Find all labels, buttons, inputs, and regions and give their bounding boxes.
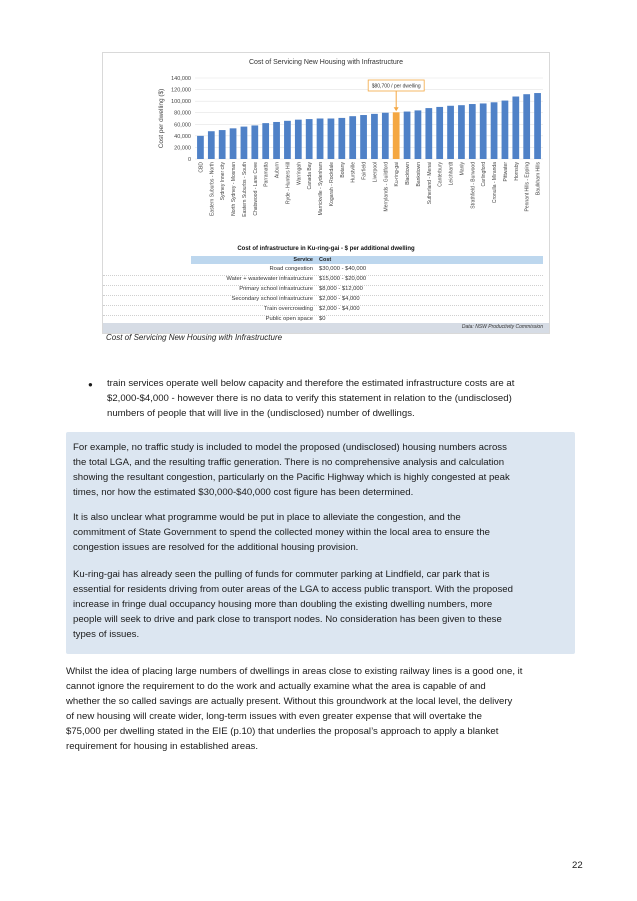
bullet-line: numbers of people that will live in the (undisclosed) number of dwellings.	[107, 408, 415, 419]
bar	[219, 130, 226, 159]
box-line: It is also unclear what programme would be put in place to alleviate the congestion, and the	[73, 512, 461, 523]
row-service: Train overcrowding	[263, 306, 313, 312]
x-tick-label: Manly	[459, 162, 466, 176]
row-cost: $8,000 - $12,000	[319, 286, 363, 292]
cost-bar-chart	[103, 53, 549, 248]
bar	[480, 103, 487, 159]
y-tick-label: 100,000	[171, 99, 191, 106]
box-line: showing the resultant congestion, particularly on the Pacific Highway which is highly congested at peak	[73, 472, 510, 483]
bar	[251, 125, 258, 159]
row-service: Public open space	[265, 316, 313, 322]
table-header	[191, 256, 543, 264]
bar	[262, 123, 269, 159]
bar	[491, 102, 498, 159]
bullet-dot: ●	[88, 380, 93, 389]
x-tick-label: Cronulla - Miranda	[492, 162, 499, 204]
body-line: $75,000 per dwelling stated in the EIE (p.10) that underlies the proposal’s approach to apply a blanket	[66, 726, 499, 737]
y-tick-label: 140,000	[171, 76, 191, 82]
x-tick-label: Canterbury	[437, 162, 444, 187]
body-line: of new housing will create wider, long-term issues with even greater expense that will overtake the	[66, 711, 482, 722]
x-tick-label: Eastern Suburbs - North	[209, 162, 216, 216]
x-tick-label: Fairfield	[361, 162, 368, 180]
bar	[371, 114, 378, 159]
x-tick-label: Warringah	[296, 162, 303, 185]
bar	[523, 94, 530, 159]
x-tick-label: Eastern Suburbs - South	[241, 162, 248, 217]
bar	[241, 127, 248, 159]
x-tick-label: Ku-ring-gai	[394, 162, 401, 187]
x-tick-label: Chatswood - Lane Cove	[252, 162, 259, 216]
bar	[512, 97, 519, 159]
y-tick-label: 0	[187, 157, 191, 163]
bar	[230, 128, 237, 159]
row-cost: $30,000 - $40,000	[319, 266, 367, 272]
y-tick-label: 20,000	[174, 145, 191, 152]
y-axis-label: Cost per dwelling ($)	[158, 88, 165, 149]
body-line: requirement for housing in established areas.	[66, 741, 258, 752]
bar	[458, 105, 465, 159]
box-line: people will seek to drive and park close to transport nodes. No consideration has been given to these	[73, 614, 502, 625]
bar	[284, 121, 291, 159]
bar	[197, 136, 204, 159]
box-line: increase in fringe dual occupancy housing more than doubling the existing dwelling numbers, more	[73, 599, 493, 610]
y-tick-label: 80,000	[174, 110, 191, 117]
bar	[534, 93, 541, 159]
chart-title: Cost of Servicing New Housing with Infrastructure	[248, 59, 404, 66]
bar	[404, 112, 411, 159]
y-tick-label: 60,000	[174, 122, 191, 129]
bar	[338, 118, 345, 159]
bar	[360, 115, 367, 159]
row-service: Road congestion	[269, 266, 313, 272]
bar	[382, 113, 389, 159]
box-line: types of issues.	[73, 629, 140, 640]
box-line: essential for residents driving from outer areas of the LGA to access public transport. With the proposed	[73, 584, 513, 595]
x-tick-label: CBD	[198, 162, 205, 173]
bar	[317, 119, 324, 160]
box-line: For example, no traffic study is included to model the proposed (undisclosed) housing numbers across	[73, 442, 507, 453]
bar	[328, 119, 335, 160]
bar	[447, 106, 454, 159]
row-service: Secondary school infrastructure	[231, 296, 313, 302]
y-tick-label: 120,000	[171, 87, 191, 94]
bar	[273, 122, 280, 159]
bar	[469, 104, 476, 159]
bar	[295, 120, 302, 159]
x-tick-label: Merrylands - Guildford	[383, 162, 390, 212]
row-cost: $0	[319, 316, 326, 322]
bar	[502, 101, 509, 159]
x-tick-label: North Sydney - Mosman	[231, 162, 238, 216]
x-tick-label: Kogarah - Rockdale	[328, 162, 335, 207]
box-line: times, nor how the estimated $30,000-$40,000 cost figure has been determined.	[73, 487, 414, 498]
row-cost: $2,000 - $4,000	[319, 296, 360, 302]
box-line: the total LGA, and the resulting traffic generation. There is no comprehensive analysis and calculation	[73, 457, 505, 468]
figure-caption: Cost of Servicing New Housing with Infrastructure	[106, 333, 283, 342]
x-tick-label: Auburn	[274, 162, 281, 179]
x-tick-label: Sydney Inner city	[220, 162, 227, 201]
header-cost: Cost	[319, 257, 332, 263]
x-tick-label: Baulkham Hills	[535, 162, 542, 196]
x-tick-label: Parramatta	[263, 162, 270, 187]
source-note: Data: NSW Productivity Commission	[461, 324, 543, 330]
annotation-arrow-head	[394, 107, 399, 111]
bar	[306, 119, 313, 159]
header-service: Service	[293, 257, 313, 263]
table-title: Cost of infrastructure in Ku-ring-gai - $ per additional dwelling	[237, 246, 415, 252]
bar	[425, 108, 432, 159]
bar	[393, 112, 400, 159]
x-tick-label: Hornsby	[513, 162, 520, 181]
x-tick-label: Canada Bay	[307, 162, 314, 190]
x-tick-label: Ryde - Hunters Hill	[285, 162, 292, 204]
row-cost: $15,000 - $20,000	[319, 276, 367, 282]
page-number: 22	[572, 860, 583, 871]
bullet-line: train services operate well below capacity and therefore the estimated infrastructure costs are at	[107, 378, 515, 389]
bar	[436, 107, 443, 159]
x-tick-label: Pittwater	[502, 162, 509, 182]
x-tick-label: Hurstville	[350, 162, 357, 183]
box-line: commitment of State Government to spend the collected money within the local area to ensure the	[73, 527, 491, 538]
x-tick-label: Marrickville - Sydenham	[318, 162, 325, 216]
y-tick-label: 40,000	[174, 133, 191, 140]
x-tick-label: Liverpool	[372, 162, 379, 183]
body-line: Whilst the idea of placing large numbers of dwellings in areas close to existing railway lines is a good one, it	[66, 666, 523, 677]
source-bar	[103, 323, 549, 333]
body-line: cannot ignore the requirement to do the work and actually examine what the area is capable of and	[66, 681, 486, 692]
bullet-line: $2,000-$4,000 - however there is no data to verify this statement in relation to the (undisclosed)	[107, 393, 512, 404]
x-tick-label: Pennant Hills - Epping	[524, 162, 531, 212]
row-service: Water + wastewater infrastructure	[226, 276, 313, 282]
body-line: whether the so called savings are actually present. Without this groundwork at the local level, the delivery	[66, 696, 513, 707]
bar	[349, 116, 356, 159]
bar	[208, 131, 215, 159]
box-line: congestion issues are resolved for the additional housing provision.	[73, 542, 359, 553]
infrastructure-figure	[102, 52, 550, 334]
x-tick-label: Sutherland - Menai	[426, 162, 433, 205]
x-tick-label: Bankstown	[415, 162, 422, 187]
x-tick-label: Blacktown	[405, 162, 412, 185]
x-tick-label: Strathfield - Burwood	[470, 162, 477, 209]
annotation-label: $80,700 / per dwelling	[371, 83, 421, 90]
bar	[415, 110, 422, 159]
row-service: Primary school infrastructure	[239, 286, 313, 292]
x-tick-label: Leichhardt	[448, 162, 455, 186]
row-cost: $2,000 - $4,000	[319, 306, 360, 312]
box-line: Ku-ring-gai has already seen the pulling of funds for commuter parking at Lindfield, car park that is	[73, 569, 490, 580]
x-tick-label: Carlingford	[481, 162, 488, 187]
x-tick-label: Botany	[339, 162, 346, 178]
